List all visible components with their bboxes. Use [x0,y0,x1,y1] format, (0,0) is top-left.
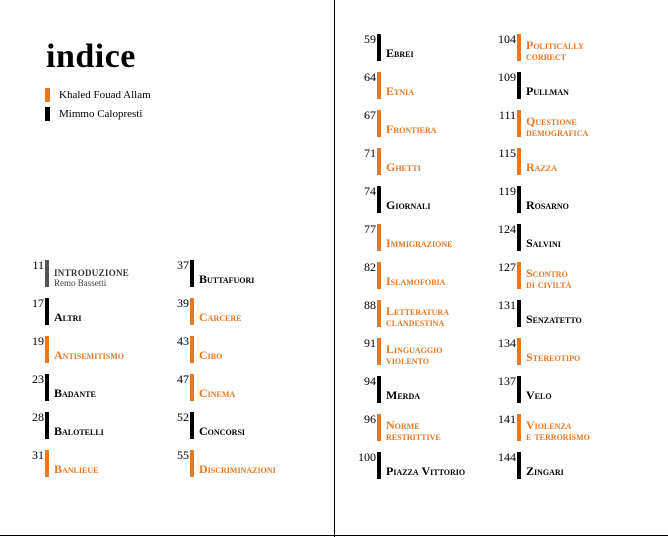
entry-label-line: Badante [54,386,96,400]
entry-label [526,200,569,211]
entry-marker [377,186,381,213]
entry-label-line: Linguaggio [386,342,443,356]
entry-label [386,162,421,173]
entry-label-line: Scontro [526,266,568,280]
index-entry-violenza-e-terrorismo[interactable] [497,413,627,453]
page-number: 47 [177,372,189,386]
entry-label [199,426,245,437]
index-entry-cibo[interactable] [170,335,300,375]
entry-label-line: correct [526,49,567,63]
entry-label-line: di civiltà [526,277,572,291]
entry-marker [377,224,381,251]
entry-label-line: Zingari [526,464,564,478]
entry-marker [517,414,521,441]
entry-marker [517,376,521,403]
page-number: 43 [177,334,189,348]
index-entry-antisemitismo[interactable] [25,335,155,375]
page-number: 96 [364,412,376,426]
entry-marker [377,110,381,137]
index-entry-ghetti[interactable] [357,147,487,187]
legend-item-calopresti [45,107,142,121]
index-entry-piazza-vittorio[interactable] [357,451,487,491]
entry-label [526,116,588,138]
page-number: 82 [364,260,376,274]
entry-marker [377,338,381,365]
page-number: 77 [364,222,376,236]
page-number: 104 [498,32,516,46]
entry-label-line: Ebrei [386,46,414,60]
entry-label-line: Violenza [526,418,572,432]
entry-marker [45,450,49,477]
entry-label [199,350,222,361]
entry-marker [190,412,194,439]
entry-label [386,390,420,401]
entry-marker [517,110,521,137]
entry-label [526,352,580,363]
entry-label [386,466,465,477]
entry-marker [377,72,381,99]
index-entry-merda[interactable] [357,375,487,415]
legend-label: Mimmo Calopresti [59,108,143,120]
index-entry-altri[interactable] [25,297,155,337]
page-number: 131 [498,298,516,312]
index-entry-razza[interactable] [497,147,627,187]
page-number: 74 [364,184,376,198]
entry-marker [517,300,521,327]
page-number: 134 [498,336,516,350]
entry-label-line: restrittive [386,429,441,443]
index-entry-politically-correct[interactable] [497,33,627,73]
page-number: 59 [364,32,376,46]
entry-label-line: Cibo [199,348,223,362]
page-number: 141 [498,412,516,426]
entry-marker [377,414,381,441]
entry-marker [45,298,49,325]
entry-marker [377,34,381,61]
page-number: 39 [177,296,189,310]
entry-label-line: violento [386,353,429,367]
page-number: 31 [32,448,44,462]
entry-marker [190,260,194,287]
entry-label [526,162,557,173]
index-entry-cinema[interactable] [170,373,300,413]
entry-label-line: Banlieue [54,462,99,476]
entry-label [199,388,235,399]
entry-marker [377,300,381,327]
entry-label-line: Senzatetto [526,312,582,326]
entry-marker [517,186,521,213]
index-entry-scontro-di-civilt-[interactable] [497,261,627,301]
index-entry-linguaggio-violento[interactable] [357,337,487,377]
entry-label-line: Buttafuori [199,272,255,286]
entry-marker [377,452,381,479]
entry-label-line: Politically [526,38,584,52]
entry-marker [190,298,194,325]
entry-label [526,268,571,290]
entry-label-line: Cinema [199,386,236,400]
bottom-rule [0,535,668,536]
entry-label [386,420,441,442]
page-number: 71 [364,146,376,160]
entry-label [526,420,590,442]
entry-label [526,86,569,97]
index-entry-concorsi[interactable] [170,411,300,451]
page-number: 115 [498,146,516,160]
page-number: 137 [498,374,516,388]
index-entry-banlieue[interactable] [25,449,155,489]
entry-marker [45,260,49,287]
entry-label [386,200,430,211]
entry-label-line: Antisemitismo [54,348,125,362]
index-entry-zingari[interactable] [497,451,627,491]
index-entry-balotelli[interactable] [25,411,155,451]
index-entry-frontiera[interactable] [357,109,487,149]
entry-label [526,314,582,325]
page-number: 67 [364,108,376,122]
page-number: 124 [498,222,516,236]
entry-label [386,276,445,287]
page-number: 64 [364,70,376,84]
entry-label [199,274,254,285]
index-entry-senzatetto[interactable] [497,299,627,339]
entry-marker [190,450,194,477]
entry-label [54,426,104,437]
page-number: 17 [32,296,44,310]
entry-label [54,464,98,475]
page-number: 127 [498,260,516,274]
page-number: 111 [498,108,516,122]
entry-marker [517,452,521,479]
entry-label-line: Norme [386,418,420,432]
page-spine-divider [334,0,335,537]
index-entry-badante[interactable] [25,373,155,413]
entry-label [526,466,564,477]
entry-marker [377,376,381,403]
entry-label [199,464,276,475]
legend-swatch-black [45,107,50,121]
index-entry-norme-restrittive[interactable] [357,413,487,453]
entry-label-line: Questione [526,114,577,128]
entry-label [54,350,124,361]
entry-label [199,312,241,323]
index-entry-giornali[interactable] [357,185,487,225]
entry-label [386,124,436,135]
entry-label-line: Carcere [199,310,242,324]
entry-label [526,238,561,249]
page-title: indice [46,38,136,75]
entry-marker [517,262,521,289]
index-entry-carcere[interactable] [170,297,300,337]
entry-label-line: Piazza Vittorio [386,464,466,478]
entry-label [54,388,96,399]
legend-item-allam [45,88,151,102]
index-entry-rosarno[interactable] [497,185,627,225]
entry-label-line: Ghetti [386,160,421,174]
index-entry-velo[interactable] [497,375,627,415]
page-number: 144 [498,450,516,464]
index-entry-stereotipo[interactable] [497,337,627,377]
entry-marker [45,374,49,401]
index-entry-pullman[interactable] [497,71,627,111]
index-entry-buttafuori[interactable] [170,259,300,299]
entry-label-line: Salvini [526,236,561,250]
page-number: 23 [32,372,44,386]
index-entry-islamofobia[interactable] [357,261,487,301]
entry-marker [517,224,521,251]
entry-label-line: Pullman [526,84,569,98]
entry-label-line: Etnia [386,84,415,98]
page-number: 52 [177,410,189,424]
index-entry-letteratura-clandestina[interactable] [357,299,487,339]
page-number: 28 [32,410,44,424]
index-entry-immigrazione[interactable] [357,223,487,263]
entry-marker [517,72,521,99]
legend-swatch-orange [45,88,50,102]
entry-label-line: Islamofobia [386,274,446,288]
entry-label [386,344,442,366]
entry-marker [45,336,49,363]
page-number: 88 [364,298,376,312]
index-entry-ebrei[interactable] [357,33,487,73]
entry-label-line: clandestina [386,315,445,329]
entry-marker [517,338,521,365]
intro-author: Remo Bassetti [54,278,107,288]
page-number: 109 [498,70,516,84]
entry-label-line: Altri [54,310,82,324]
page-number: 19 [32,334,44,348]
entry-marker [45,412,49,439]
entry-label-line: Concorsi [199,424,246,438]
entry-label-line: Letteratura [386,304,449,318]
entry-label-line: e terrorismo [526,429,590,443]
entry-label-line: Velo [526,388,552,402]
entry-label [54,312,82,323]
entry-marker [190,336,194,363]
index-entry-introduzione[interactable] [25,259,155,299]
page-number: 94 [364,374,376,388]
page-number: 119 [498,184,516,198]
entry-marker [377,148,381,175]
entry-label [386,86,414,97]
entry-label-line: Giornali [386,198,431,212]
page-number: 91 [364,336,376,350]
entry-label-line: Balotelli [54,424,104,438]
entry-label [526,390,552,401]
entry-label [526,40,584,62]
entry-marker [517,148,521,175]
entry-label-line: Merda [386,388,420,402]
index-entry-salvini[interactable] [497,223,627,263]
index-entry-questione-demografica[interactable] [497,109,627,149]
entry-label [386,48,414,59]
entry-label-line: Stereotipo [526,350,581,364]
entry-marker [517,34,521,61]
entry-marker [377,262,381,289]
page-number: 100 [358,450,376,464]
entry-marker [190,374,194,401]
index-entry-discriminazioni[interactable] [170,449,300,489]
page-number: 55 [177,448,189,462]
index-entry-etnia[interactable] [357,71,487,111]
legend-label: Khaled Fouad Allam [59,89,151,101]
entry-label-line: Rosarno [526,198,569,212]
intro-title: INTRODUZIONE [54,268,130,278]
entry-label-line: demografica [526,125,589,139]
entry-label-line: Discriminazioni [199,462,276,476]
page-number: 37 [177,258,189,272]
entry-label-line: Immigrazione [386,236,453,250]
page-number: 11 [32,258,44,272]
entry-label-line: Razza [526,160,557,174]
entry-label-line: Frontiera [386,122,437,136]
entry-label [386,306,449,328]
entry-label [386,238,452,249]
